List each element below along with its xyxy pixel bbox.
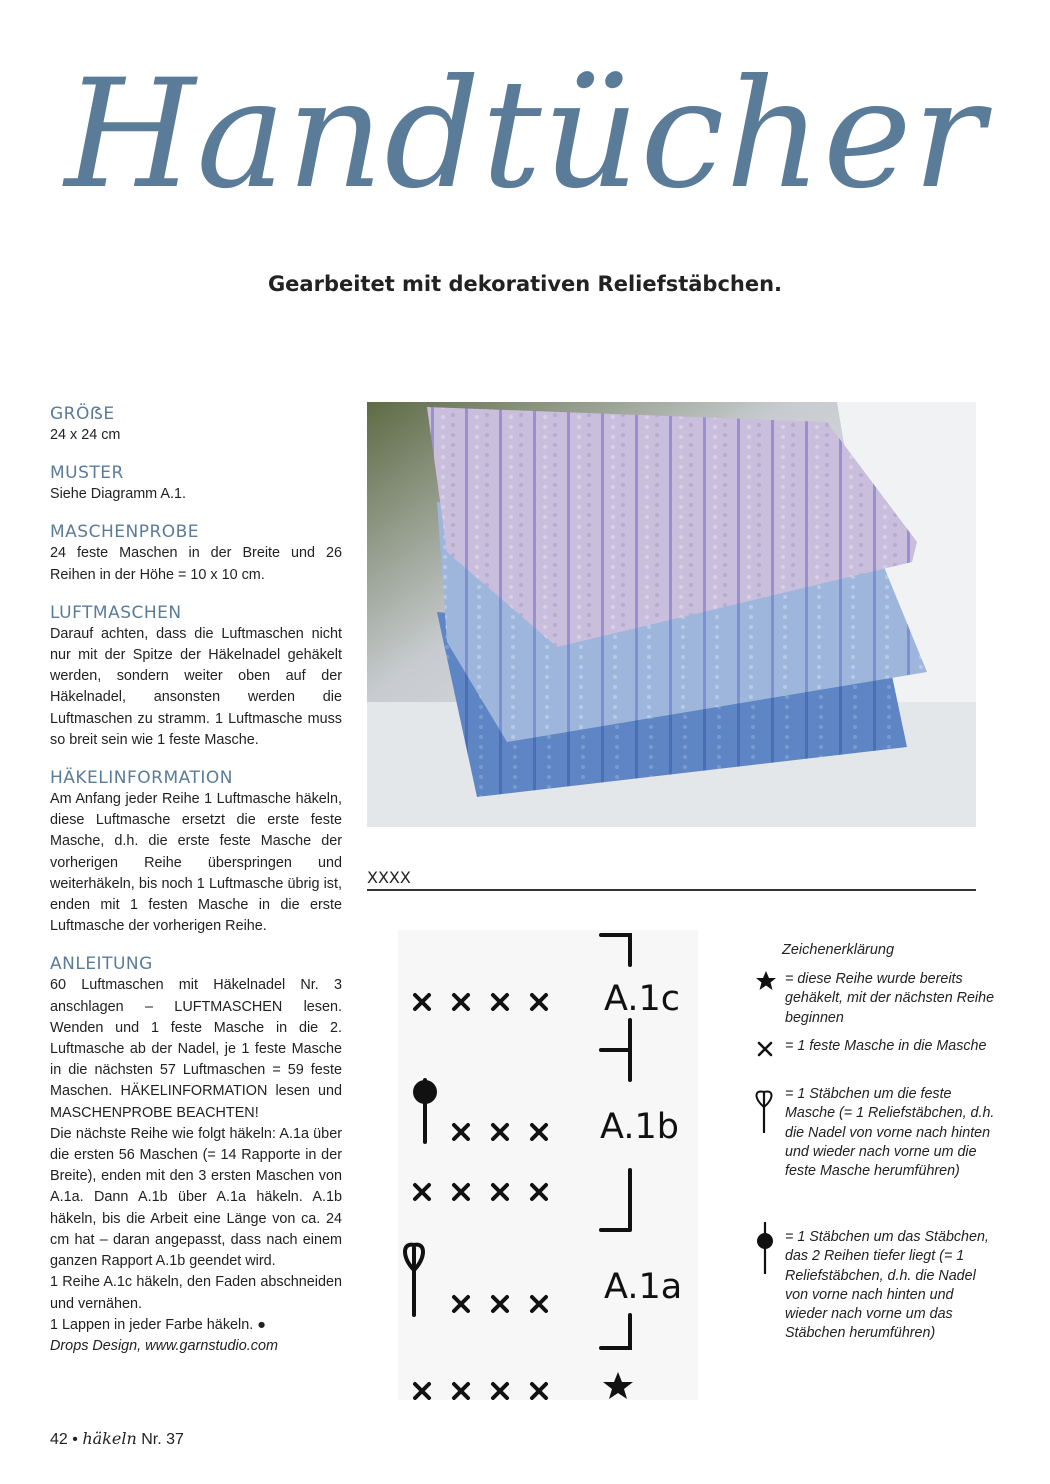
page-number: 42 xyxy=(50,1431,68,1448)
chain-body: Darauf achten, dass die Luftmaschen nicht nur mit der Spitze der Häkelnadel gehäkelt werden, sondern weiter oben auf der Häkelnadel, ansonsten werden die Luftmaschen zu stramm. 1 Luftmasche muss so breit sein wie 1 feste Masche. xyxy=(50,625,342,748)
footer-bullet: • xyxy=(72,1431,78,1448)
instructions-body: 60 Luftmaschen mit Häkelnadel Nr. 3 anschlagen – LUFTMASCHEN lesen. Wenden und 1 feste Masche in die 2. Luftmasche ab der Nadel, je 1 feste Masche in die nächsten 57 Luftmaschen = 59 feste Maschen. HÄKELINFORMATION lesen und MASCHENPROBE BEACHTEN! xyxy=(50,977,342,1121)
instructions-heading: ANLEITUNG xyxy=(50,954,153,975)
cross-icon xyxy=(757,1041,773,1057)
crochet-chart xyxy=(398,930,698,1400)
legend-item-cross: = 1 feste Masche in die Masche xyxy=(785,1038,987,1054)
size-heading: GRÖẞE xyxy=(50,404,115,424)
page-title: Handtücher xyxy=(64,48,986,222)
chart-label-a1c: A.1c xyxy=(604,979,680,1019)
diagram-heading: XXXX xyxy=(367,868,976,891)
issue-number: Nr. 37 xyxy=(141,1431,184,1448)
gauge-body: 24 feste Maschen in der Breite und 26 Reihen in der Höhe = 10 x 10 cm. xyxy=(50,545,342,583)
pattern-body: Siehe Diagramm A.1. xyxy=(50,486,186,503)
chart-label-a1a: A.1a xyxy=(604,1267,683,1307)
crochet-info-heading: HÄKELINFORMATION xyxy=(50,768,233,789)
relief-back-icon xyxy=(755,1220,775,1276)
chain-heading: LUFTMASCHEN xyxy=(50,602,182,623)
crochet-info-body: Am Anfang jeder Reihe 1 Luftmasche häkeln, diese Luftmasche ersetzt die erste feste Masche, d.h. die erste feste Masche der vorherigen Reihe überspringen und weiterhäkeln, bis noch 1 Luftmasche übrig ist, enden mit 1 festen Masche in die erste Luftmasche der vorherigen Reihe. xyxy=(50,791,342,935)
star-icon xyxy=(755,970,777,992)
legend-item-relief-front: = 1 Stäbchen um die feste Masche (= 1 Reliefstäbchen, d.h. die Nadel von vorne nach hinten und wieder nach vorne um die feste Masche herumführen) xyxy=(785,1086,995,1180)
chart-label-a1b: A.1b xyxy=(600,1107,679,1147)
legend-item-relief-back: = 1 Stäbchen um das Stäbchen, das 2 Reihen tiefer liegt (= 1 Reliefstäbchen, d.h. die Nadel von vorne nach hinten und wieder nach vorne um das Stäbchen herumführen) xyxy=(785,1229,989,1342)
instructions-body-2: Die nächste Reihe wie folgt häkeln: A.1a über die ersten 56 Maschen (= 14 Rapporte in der Breite), enden mit den 3 ersten Maschen von A.1a. Dann A.1b über A.1a häkeln. A.1b häkeln, bis die Arbeit eine Länge von ca. 24 cm hat – daran angepasst, dass nach einem ganzen Rapport A.1b geendet wird. xyxy=(50,1125,342,1270)
towels-photo xyxy=(367,402,976,827)
page-footer xyxy=(50,1429,184,1449)
instructions-final-line: 1 Lappen in jeder Farbe häkeln. xyxy=(50,1316,254,1333)
relief-front-icon xyxy=(752,1085,776,1135)
magazine-name: häkeln xyxy=(82,1429,137,1448)
instructions-column xyxy=(50,403,342,1357)
end-bullet-icon: ● xyxy=(257,1316,266,1333)
page-subtitle: Gearbeitet mit dekorativen Reliefstäbchen. xyxy=(267,272,783,296)
pattern-heading: MUSTER xyxy=(50,463,124,484)
instructions-body-3: 1 Reihe A.1c häkeln, den Faden abschneiden und vernähen. xyxy=(50,1274,342,1312)
size-body: 24 x 24 cm xyxy=(50,427,121,443)
gauge-heading: MASCHENPROBE xyxy=(50,522,200,543)
relief-back-dot xyxy=(413,1080,437,1104)
instructions-body-4 xyxy=(50,1315,342,1336)
credit-line: Drops Design, www.garnstudio.com xyxy=(50,1337,278,1354)
legend-item-star: = diese Reihe wurde bereits gehäkelt, mit der nächsten Reihe beginnen xyxy=(785,971,995,1026)
legend-title: Zeichenerklärung xyxy=(782,942,895,958)
